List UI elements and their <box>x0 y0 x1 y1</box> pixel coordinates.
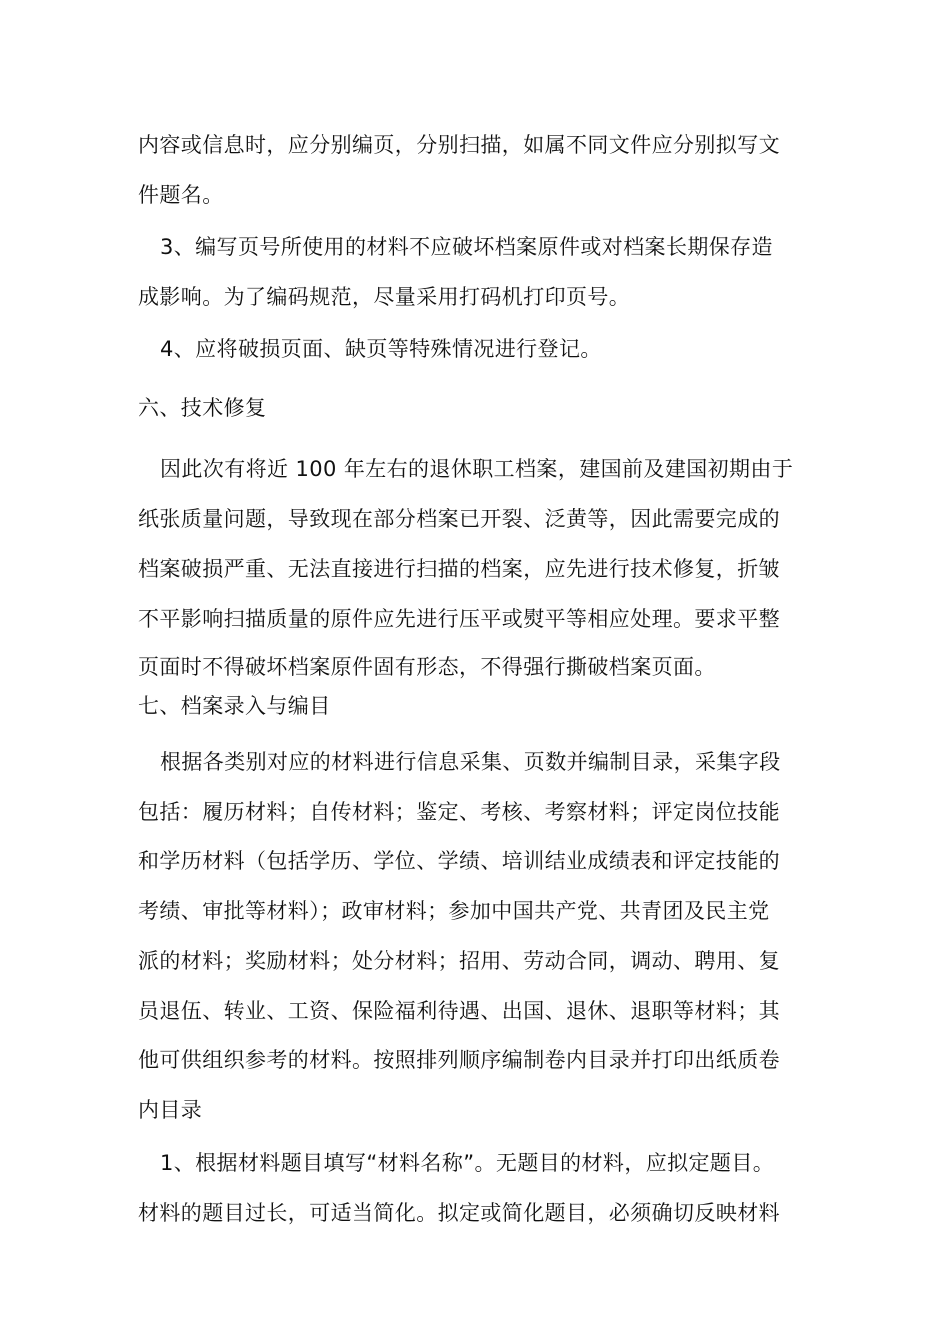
paragraph-line: 派的材料；奖励材料；处分材料；招用、劳动合同，调动、聘用、复 <box>138 949 780 973</box>
paragraph-line: 和学历材料（包括学历、学位、学绩、培训结业成绩表和评定技能的 <box>138 849 780 873</box>
section-heading-7: 七、档案录入与编目 <box>138 694 331 718</box>
paragraph-line: 内目录 <box>138 1098 203 1122</box>
paragraph-line: 材料的题目过长，可适当简化。拟定或简化题目，必须确切反映材料 <box>138 1201 780 1225</box>
paragraph-line: 因此次有将近 100 年左右的退休职工档案，建国前及建国初期由于 <box>160 457 794 481</box>
paragraph-line: 档案破损严重、无法直接进行扫描的档案，应先进行技术修复，折皱 <box>138 557 780 581</box>
body-text-line: 内容或信息时，应分别编页，分别扫描，如属不同文件应分别拟写文 <box>138 133 780 157</box>
paragraph-line: 纸张质量问题，导致现在部分档案已开裂、泛黄等，因此需要完成的 <box>138 507 780 531</box>
body-text-line: 件题名。 <box>138 183 224 207</box>
body-text-line: 成影响。为了编码规范，尽量采用打码机打印页号。 <box>138 285 631 309</box>
list-item-3: 3、编写页号所使用的材料不应破坏档案原件或对档案长期保存造 <box>160 235 773 259</box>
paragraph-line: 他可供组织参考的材料。按照排列顺序编制卷内目录并打印出纸质卷 <box>138 1048 780 1072</box>
section-heading-6: 六、技术修复 <box>138 396 267 420</box>
paragraph-line: 考绩、审批等材料）；政审材料；参加中国共产党、共青团及民主党 <box>138 899 770 923</box>
list-item-1: 1、根据材料题目填写“材料名称”。无题目的材料，应拟定题目。 <box>160 1151 775 1175</box>
paragraph-line: 包括：履历材料；自传材料；鉴定、考核、考察材料；评定岗位技能 <box>138 800 780 824</box>
paragraph-line: 员退伍、转业、工资、保险福利待遇、出国、退休、退职等材料；其 <box>138 999 780 1023</box>
paragraph-line: 不平影响扫描质量的原件应先进行压平或熨平等相应处理。要求平整 <box>138 607 780 631</box>
list-item-4: 4、应将破损页面、缺页等特殊情况进行登记。 <box>160 337 602 361</box>
paragraph-line: 页面时不得破坏档案原件固有形态，不得强行撕破档案页面。 <box>138 655 716 679</box>
paragraph-line: 根据各类别对应的材料进行信息采集、页数并编制目录，采集字段 <box>160 750 781 774</box>
